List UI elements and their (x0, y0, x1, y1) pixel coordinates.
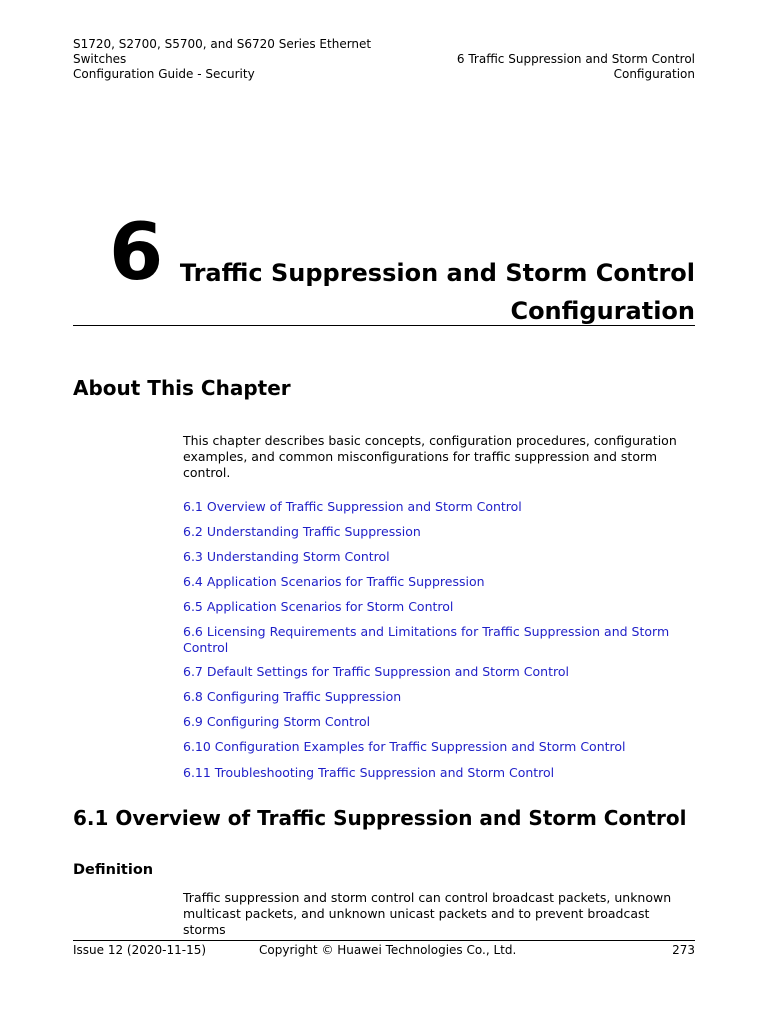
toc-link-6-1[interactable]: 6.1 Overview of Traffic Suppression and Storm Control (183, 499, 522, 514)
chapter-divider (73, 325, 695, 326)
chapter-title-line: Configuration (510, 297, 695, 325)
toc-link-6-10[interactable]: 6.10 Configuration Examples for Traffic Suppression and Storm Control (183, 739, 626, 754)
chapter-title-line: Traffic Suppression and Storm Control (179, 259, 695, 287)
header-left-line: Configuration Guide - Security (73, 67, 255, 81)
header-document-title (73, 37, 393, 82)
header-right-line: 6 Traffic Suppression and Storm Control (456, 52, 695, 66)
toc-link-6-8[interactable]: 6.8 Configuring Traffic Suppression (183, 689, 402, 704)
toc-link-6-4[interactable]: 6.4 Application Scenarios for Traffic Suppression (183, 574, 485, 589)
chapter-heading (73, 208, 695, 328)
footer-issue: Issue 12 (2020-11-15) (73, 943, 207, 957)
definition-text: Traffic suppression and storm control can control broadcast packets, unknown multicast packets, and unknown unicast packets and to prevent broadcast storms (183, 890, 672, 937)
toc-link-6-3[interactable]: 6.3 Understanding Storm Control (183, 549, 390, 564)
chapter-title (155, 254, 695, 330)
footer-copyright: Copyright © Huawei Technologies Co., Ltd. (259, 943, 517, 957)
header-left-line: S1720, S2700, S5700, and S6720 Series Ethernet (73, 37, 372, 51)
toc-link-6-11[interactable]: 6.11 Troubleshooting Traffic Suppression and Storm Control (183, 765, 555, 780)
toc-link-6-9[interactable]: 6.9 Configuring Storm Control (183, 714, 371, 729)
toc-link-6-7[interactable]: 6.7 Default Settings for Traffic Suppression and Storm Control (183, 664, 569, 679)
footer-page-number: 273 (672, 943, 695, 957)
about-intro: This chapter describes basic concepts, configuration procedures, configuration examples, and common misconfigurations for traffic suppression and storm control. (183, 433, 677, 480)
toc-link-6-2[interactable]: 6.2 Understanding Traffic Suppression (183, 524, 421, 539)
about-heading: About This Chapter (73, 376, 291, 400)
toc-link-6-5[interactable]: 6.5 Application Scenarios for Storm Control (183, 599, 454, 614)
definition-heading: Definition (73, 862, 154, 878)
footer-divider (73, 940, 695, 941)
header-left-line: Switches (73, 52, 127, 66)
chapter-number: 6 (109, 208, 164, 298)
header-right-line: Configuration (613, 67, 695, 81)
header-chapter-title (395, 52, 695, 82)
toc-link-6-6[interactable]: 6.6 Licensing Requirements and Limitations for Traffic Suppression and Storm Control (183, 624, 670, 655)
section-heading: 6.1 Overview of Traffic Suppression and Storm Control (73, 806, 687, 830)
